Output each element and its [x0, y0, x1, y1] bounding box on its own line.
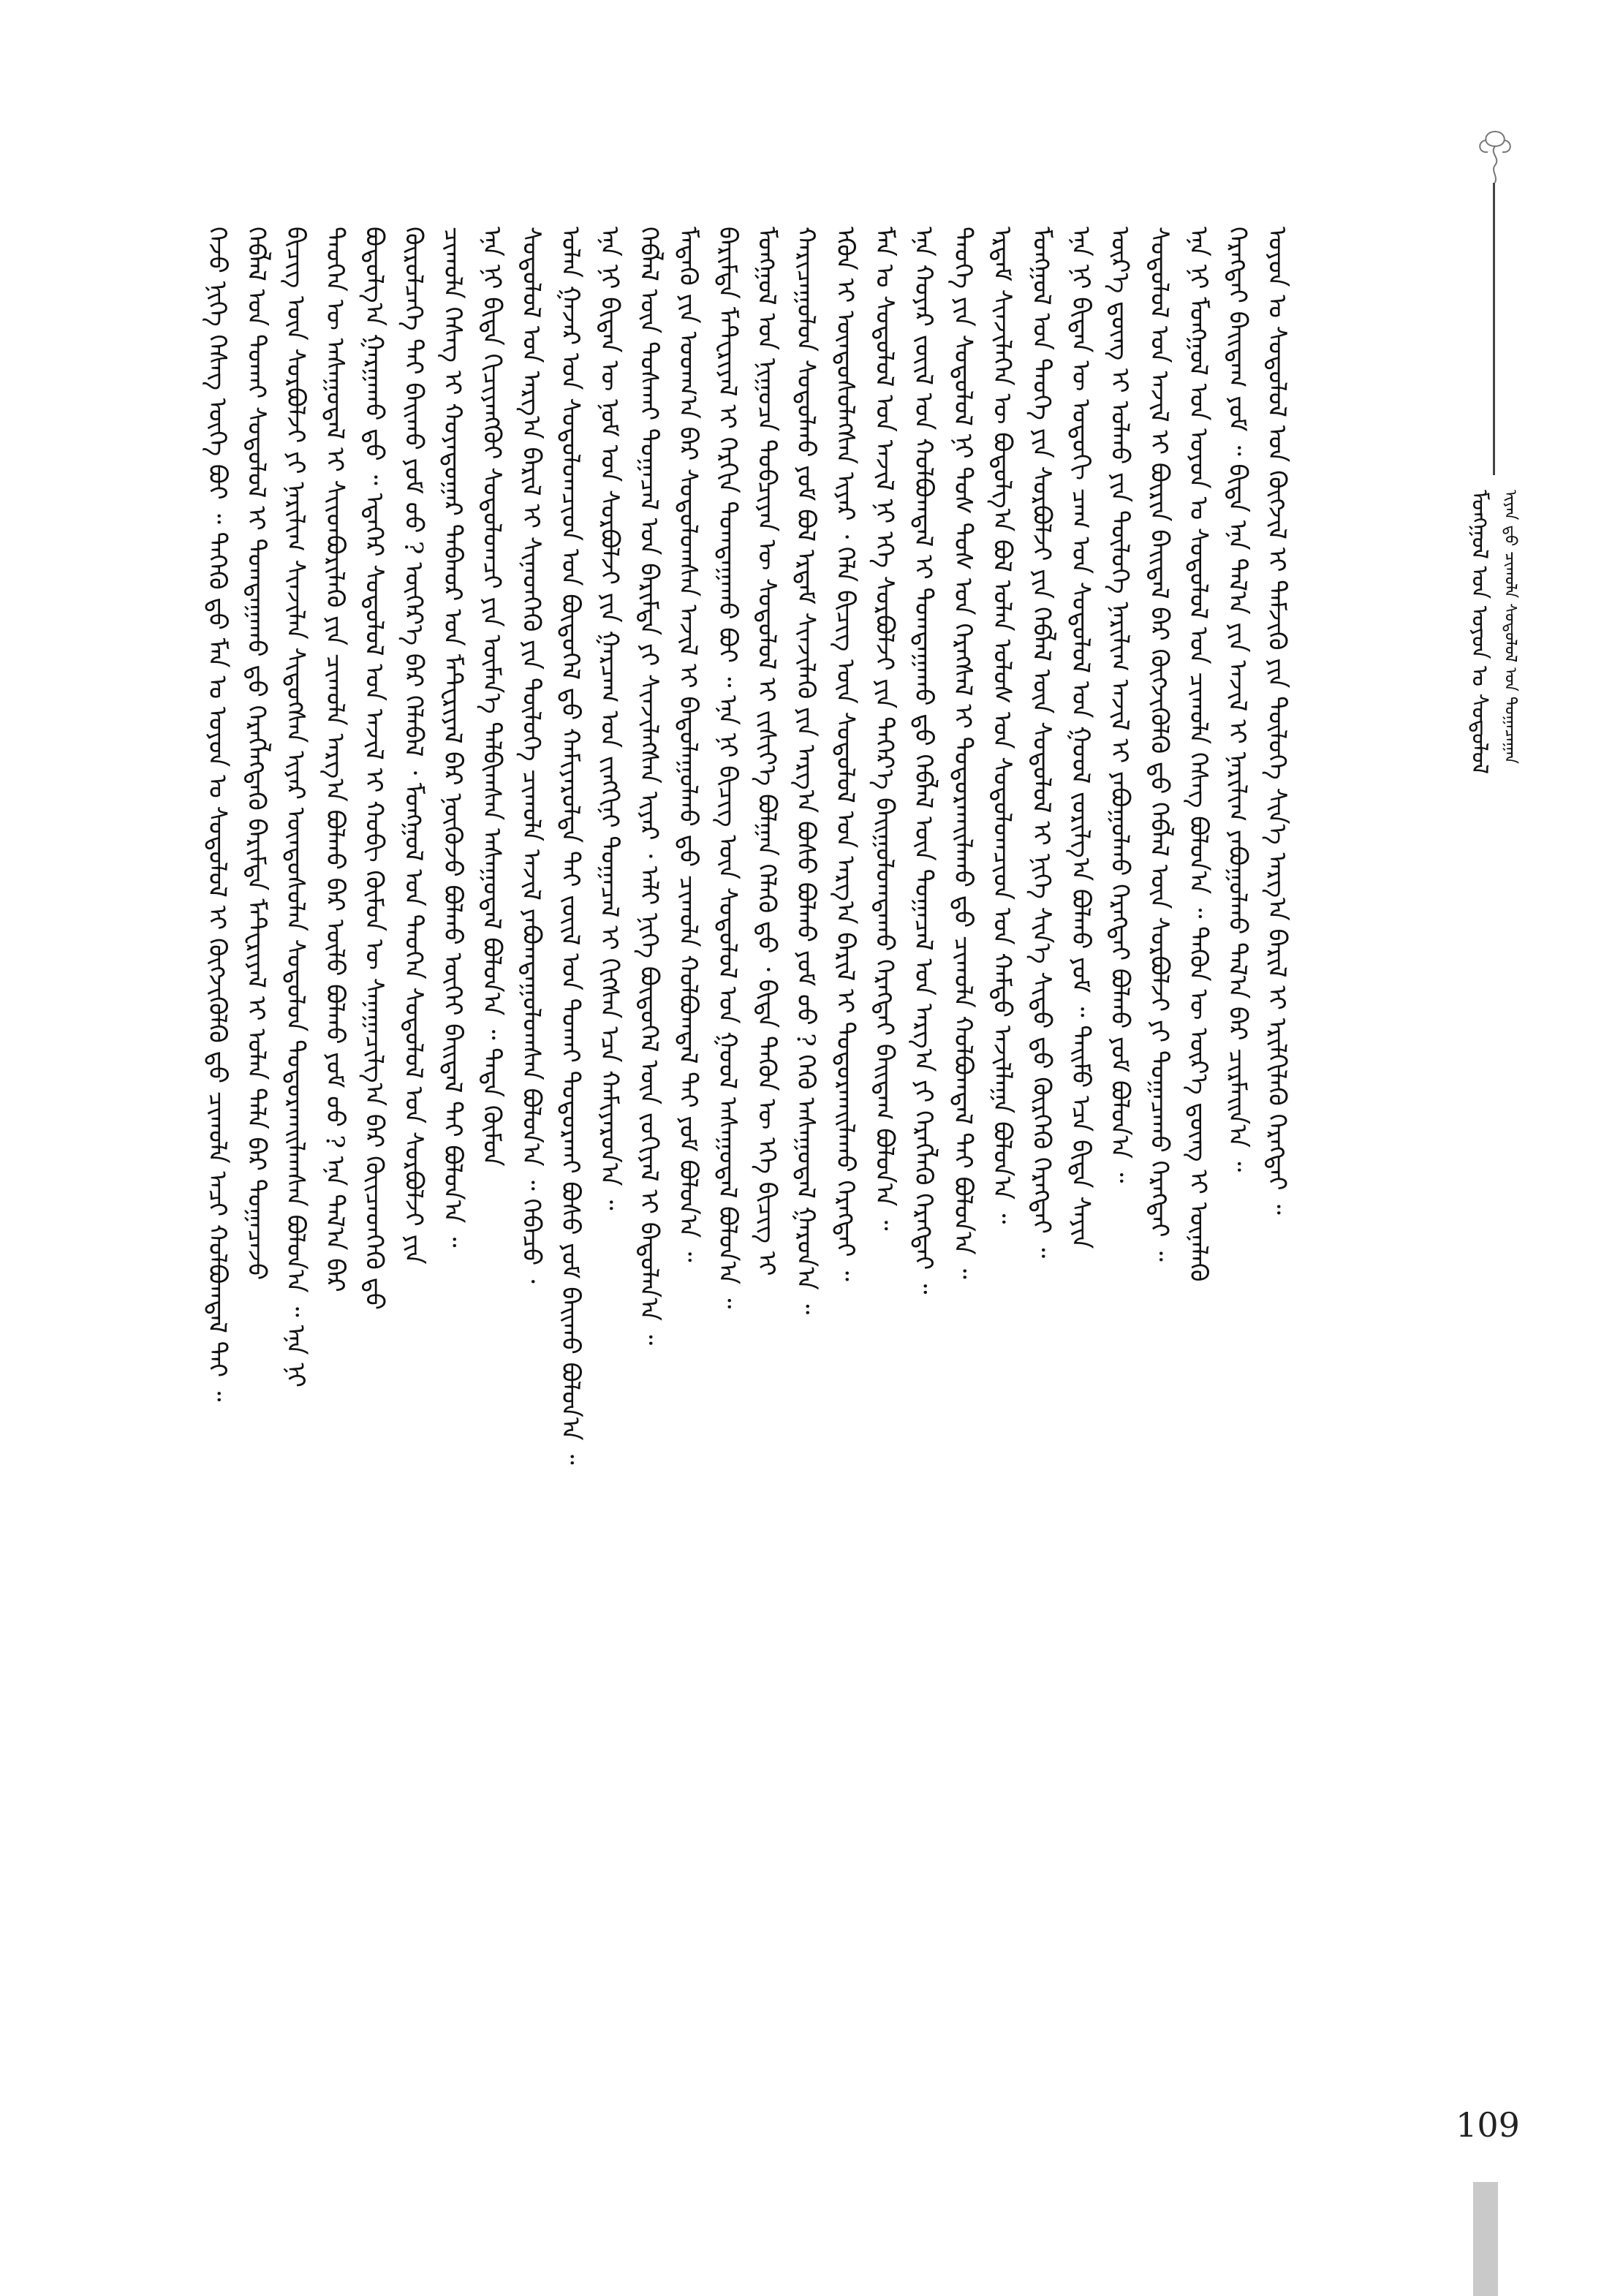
text-column: [825, 227, 865, 2142]
text-column: [943, 227, 983, 2142]
text-column: [1336, 227, 1375, 2142]
text-column: [983, 227, 1022, 2142]
column-text: ᠮᠣᠩᠭᠣᠯ ᠤᠨ ᠨᠢᠭᠤᠴᠠ ᠲᠣᠪᠴᠢᠶᠠᠨ ᠦ ᠰᠤᠳᠤᠯᠤᠯ ᠢ ᠵᠢᠰᠢᠶ᠎ᠡ ᠪᠣᠯᠭᠠᠨ ᠬᠡᠯᠡᠬᠦ ᠳ᠋ᠦ ᠂ ᠪᠢᠳᠡ ᠲᠡᠭᠦᠨ ᠦ ᠡᠬᠡ ᠪᠢᠴᠢᠭ ᠢ: [752, 227, 782, 1276]
text-column: [197, 227, 237, 2142]
text-column: [1061, 227, 1100, 2142]
text-column: [1100, 227, 1140, 2142]
column-text: ᠦᠷ᠎ᠡ ᠳ᠋ᠦᠩ ᠢ ᠣᠯᠬᠤ ᠶᠢᠨ ᠲᠥᠯᠦᠭᠡ ᠨᠠᠷᠢᠯᠢᠭ ᠠᠵᠢᠯ ᠢ ᠶᠠᠪᠤᠭᠤᠯᠬᠤ ᠬᠡᠷᠡᠭᠲᠡᠢ ᠪᠣᠯᠬᠤ ᠶᠤᠮ ᠪᠣᠯᠤᠨ᠎ᠠ ᠃: [1105, 227, 1135, 1183]
text-column: [1021, 227, 1061, 2142]
text-column: [590, 227, 629, 2142]
column-text: ᠪᠢᠴᠢᠭ ᠦᠨ ᠰᠤᠷᠪᠤᠯᠵᠢ ᠶᠢ ᠨᠠᠷᠢᠯᠢᠭ ᠰᠢᠨᠵᠢᠯᠡᠨ ᠰᠢᠳᠦᠭᠰᠡᠨ ᠢᠶᠡᠷ ᠦᠨᠳᠦᠰᠦᠯᠡᠨ ᠰᠤᠳᠤᠯᠤᠨ ᠲᠣᠳᠤᠷᠬᠠᠢᠯᠠᠭᠰᠠᠨ ᠪᠣᠯᠤᠨ᠎ᠠ ᠃ ᠡᠨᠡ ᠨᠢ: [281, 227, 311, 1388]
column-text: ᠡᠷᠳᠡᠮ ᠰᠢᠨᠵᠢᠯᠡᠭᠡᠨ ᠦ ᠪᠣᠳᠣᠯᠭ᠎ᠠ ᠪᠣᠯ ᠣᠯᠠᠨ ᠤᠯᠤᠰ ᠤᠨ ᠰᠤᠳᠤᠯᠤᠭᠴᠢᠳ ᠤᠨ ᠬᠠᠮᠲᠤ ᠠᠵᠢᠯᠯᠠᠭᠠ ᠪᠣᠯᠤᠨ᠎ᠠ ᠃: [987, 227, 1017, 1224]
text-column: [1218, 227, 1257, 2142]
column-text: ᠡᠨᠡ ᠨᠢ ᠪᠢᠳᠡ ᠬᠢᠴᠢᠶᠡᠩᠭᠦᠢ ᠰᠤᠳᠤᠯᠤᠭᠴᠢ ᠶᠢᠨ ᠥᠮᠡᠨ᠎ᠡ ᠲᠠᠯᠪᠢᠭᠰᠠᠨ ᠠᠰᠠᠭᠤᠳᠠᠯ ᠪᠣᠯᠤᠨ᠎ᠠ ᠃ ᠲᠡᠳᠡ ᠬᠥᠮᠦᠨ: [477, 227, 507, 1167]
column-text: ᠡᠨᠡ ᠨᠢ ᠮᠣᠩᠭᠣᠯ ᠤᠨ ᠣᠶᠤᠨ ᠤ ᠰᠤᠳᠤᠯᠤᠯ ᠤᠨ ᠴᠢᠬᠤᠯᠠ ᠬᠡᠰᠡᠭ ᠪᠣᠯᠤᠨ᠎ᠠ ᠃ ᠲᠡᠭᠦᠨ ᠦ ᠦᠷ᠎ᠡ ᠳ᠋ᠦᠩ ᠢ ᠦᠨᠡᠯᠡᠬᠦ: [1184, 227, 1214, 1282]
text-column: [865, 227, 904, 2142]
header-rule: [1493, 183, 1495, 475]
text-column: [237, 227, 276, 2142]
text-column: [786, 227, 825, 2142]
text-column: [276, 227, 315, 2142]
column-text: ᠮᠡᠳᠡᠬᠦ ᠶᠢᠨ ᠤᠳᠬ᠎ᠠ ᠪᠡᠷ ᠰᠤᠳᠤᠯᠤᠭᠰᠠᠨ ᠠᠵᠢᠯ ᠢ ᠪᠠᠲᠤᠯᠠᠭᠤᠯᠬᠤ ᠳ᠋ᠤ ᠴᠢᠬᠤᠯᠠ ᠬᠣᠯᠪᠣᠭᠳᠠᠯ ᠲᠠᠢ ᠶᠤᠮ ᠪᠣᠯᠤᠨ᠎ᠠ ᠃: [673, 227, 703, 1262]
thumb-tab: [1473, 2182, 1498, 2296]
column-text: ᠬᠠᠷᠢᠴᠠᠭᠤᠯᠤᠨ ᠰᠤᠳᠤᠯᠬᠤ ᠶᠤᠮ ᠪᠣᠯ ᠡᠷᠳᠡᠮ ᠰᠢᠨᠵᠢᠯᠡᠬᠦ ᠶᠢᠨ ᠠᠷᠭ᠎ᠠ ᠪᠤᠰᠤ ᠪᠣᠯᠬᠤ ᠶᠤᠮ ᠤᠤ ? ᠭᠡᠬᠦ ᠠᠰᠠᠭᠤᠳᠠᠯ ᠭᠠᠷᠤᠨ᠎ᠠ ᠃: [791, 227, 821, 1315]
text-column: [1296, 227, 1336, 2142]
column-text: ᠬᠡᠪᠯᠡᠯ ᠤᠨ ᠲᠤᠬᠠᠢ ᠰᠤᠳᠤᠯᠤᠯ ᠢ ᠲᠣᠭᠲᠠᠭᠠᠬᠤ ᠳ᠋ᠤ ᠬᠡᠷᠡᠭᠯᠡᠭᠳᠡᠬᠦ ᠪᠠᠷᠢᠮᠲᠠ ᠮᠠᠲᠧᠷᠢᠶᠠᠯ ᠢ ᠣᠯᠠᠨ ᠲᠠᠯᠠ ᠪᠡᠷ ᠲᠣᠭᠠᠴᠠᠵᠤ: [241, 227, 271, 1281]
text-column: [315, 227, 355, 2142]
column-text: ᠮᠠᠨ ᠤ ᠰᠤᠳᠤᠯᠤᠯ ᠤᠨ ᠠᠵᠢᠯ ᠨᠢ ᠡᠬᠡ ᠰᠤᠷᠪᠤᠯᠵᠢ ᠶᠢᠨ ᠳᠡᠭᠡᠷ᠎ᠡ ᠪᠠᠢᠭᠤᠯᠤᠭᠳᠠᠬᠤ ᠬᠡᠷᠡᠭᠲᠡᠢ ᠪᠠᠢᠳᠠᠭ ᠪᠣᠯᠤᠨ᠎ᠠ ᠃: [869, 227, 899, 1231]
column-text: ᠰᠤᠳᠤᠯᠤᠯ ᠤᠨ ᠠᠷᠭ᠎ᠠ ᠪᠠᠷᠢᠯ ᠢ ᠰᠢᠨᠡᠳᠬᠡᠬᠦ ᠶᠢᠨ ᠲᠥᠯᠦᠭᠡ ᠴᠢᠬᠤᠯᠠ ᠠᠵᠢᠯ ᠶᠠᠪᠤᠭᠳᠠᠭᠤᠯᠤᠭᠰᠠᠨ ᠪᠣᠯᠤᠨ᠎ᠠ ᠃ ᠭᠡᠪᠡᠴᠦ ᠂: [516, 227, 546, 1284]
text-column: [355, 227, 394, 2142]
ornament-icon: [1473, 124, 1517, 190]
column-text: ᠲᠡᠦᠬᠡ ᠶᠢᠨ ᠰᠤᠳᠤᠯᠤᠯ ᠨᠢ ᠲᠤᠰ ᠲᠤᠰ ᠤᠨ ᠬᠡᠷᠡᠭᠰᠡᠯ ᠢ ᠲᠣᠳᠤᠷᠬᠠᠢᠯᠠᠬᠤ ᠳ᠋ᠤ ᠴᠢᠬᠤᠯᠠ ᠬᠣᠯᠪᠣᠭᠳᠠᠯ ᠲᠠᠢ ᠪᠣᠯᠤᠨ᠎ᠠ ᠃: [947, 227, 977, 1279]
running-header: [1455, 124, 1535, 1075]
column-text: ᠡᠨᠡ ᠨᠢ ᠪᠢᠳᠡᠨ ᠦ ᠣᠳᠣᠬᠢ ᠴᠠᠭ ᠤᠨ ᠰᠤᠳᠤᠯᠤᠯ ᠤᠨ ᠭᠣᠣᠯ ᠵᠣᠷᠢᠯᠭ᠎ᠠ ᠪᠣᠯᠬᠤ ᠶᠤᠮ ᠃ ᠲᠡᠢᠮᠦ ᠡᠴᠡ ᠪᠢᠳᠡ ᠰᠠᠶᠢᠨ: [1065, 227, 1095, 1249]
column-text: ᠣᠯᠠᠨ ᠭᠠᠵᠠᠷ ᠤᠨ ᠰᠤᠳᠤᠯᠤᠭᠴᠢᠳ ᠤᠨ ᠪᠦᠲᠦᠭᠡᠯ ᠳ᠋ᠦ ᠬᠠᠮᠢᠶᠠᠷᠤᠯᠳᠠ ᠲᠠᠢ ᠵᠦᠢᠯ ᠤᠨ ᠲᠤᠬᠠᠢ ᠲᠣᠳᠤᠷᠬᠠᠢ ᠪᠣᠰᠤ ᠶᠤᠮ ᠪᠠᠢᠬᠤ ᠪᠣᠯᠤᠨ᠎ᠠ ᠃: [556, 227, 586, 1465]
column-text: ᠬᠦᠷᠦᠯᠴᠡᠬᠡ ᠲᠠᠢ ᠪᠠᠢᠬᠤ ᠶᠤᠮ ᠤᠤ ? ᠦᠭᠡᠷ᠎ᠡ ᠪᠡᠷ ᠬᠡᠯᠡᠪᠡᠯ ᠂ ᠮᠣᠩᠭᠣᠯ ᠤᠨ ᠲᠡᠦᠬᠡᠨ ᠰᠤᠳᠤᠯᠤᠯ ᠤᠨ ᠰᠤᠷᠪᠤᠯᠵᠢ ᠶᠢᠨ: [398, 227, 428, 1265]
text-column: [393, 227, 433, 2142]
column-text: ᠰᠤᠳᠤᠯᠤᠯ ᠤᠨ ᠠᠵᠢᠯ ᠢ ᠪᠦᠷᠢᠨ ᠪᠠᠢᠳᠠᠯ ᠪᠠᠷ ᠬᠥᠭᠵᠢᠭᠦᠯᠬᠦ ᠳ᠋ᠦ ᠬᠡᠪᠯᠡᠯ ᠦᠨ ᠰᠤᠷᠪᠤᠯᠵᠢ ᠶᠢ ᠲᠣᠭᠠᠴᠠᠬᠤ ᠬᠡᠷᠡᠭᠲᠡᠢ ᠃: [1144, 227, 1174, 1262]
column-text: ᠪᠣᠳᠣᠯᠭ᠎ᠠ ᠭᠠᠷᠭᠠᠬᠤ ᠳ᠋ᠤ ᠃ ᠡᠳᠡᠭᠡᠷ ᠰᠤᠳᠤᠯᠤᠯ ᠤᠨ ᠠᠵᠢᠯ ᠢ ᠬᠤᠪᠢ ᠬᠦᠮᠦᠨ ᠦ ᠰᠠᠨᠠᠭᠠᠴᠢᠯᠭ᠎ᠠ ᠪᠠᠷ ᠭᠦᠢᠴᠡᠳᠬᠡᠬᠦ ᠳ᠋ᠦ: [359, 227, 389, 1311]
text-column: [1179, 227, 1218, 2142]
column-text: ᠲᠡᠦᠬᠡᠨ ᠦ ᠠᠰᠠᠭᠤᠳᠠᠯ ᠢ ᠰᠢᠢᠳᠪᠦᠷᠢᠯᠡᠬᠦ ᠶᠢᠨ ᠴᠢᠬᠤᠯᠠ ᠠᠷᠭ᠎ᠠ ᠪᠣᠯᠬᠤ ᠪᠠᠷ ᠦᠯᠦ ᠪᠣᠯᠬᠤ ᠶᠤᠮ ᠤᠤ ? ᠡᠨᠡ ᠲᠠᠯ᠎ᠠ ᠪᠡᠷ: [319, 227, 349, 1292]
column-text: ᠬᠡᠷᠡᠭᠲᠡᠢ ᠪᠠᠢᠳᠠᠭ ᠶᠤᠮ ᠃ ᠪᠢᠳᠡ ᠡᠨᠡ ᠲᠠᠯ᠎ᠠ ᠶᠢᠨ ᠠᠵᠢᠯ ᠢ ᠨᠠᠷᠢᠯᠢᠭ ᠶᠠᠪᠤᠭᠤᠯᠬᠤ ᠲᠠᠯ᠎ᠠ ᠪᠠᠷ ᠴᠢᠷᠮᠠᠢᠨ᠎ᠠ ᠃: [1222, 227, 1252, 1172]
text-column: [551, 227, 590, 2142]
text-column: [512, 227, 551, 2142]
text-column: [747, 227, 787, 2142]
column-text: ᠮᠣᠩᠭᠣᠯ ᠤᠨ ᠲᠡᠦᠬᠡ ᠶᠢᠨ ᠰᠤᠷᠪᠤᠯᠵᠢ ᠶᠢᠨ ᠬᠡᠪᠯᠡᠯ ᠦᠨ ᠰᠤᠳᠤᠯᠤᠯ ᠢ ᠨᠢᠭᠡ ᠰᠢᠨ᠎ᠡ ᠰᠢᠲᠦ ᠳ᠋ᠦ ᠬᠦᠷᠭᠡᠬᠦ ᠬᠡᠷᠡᠭᠲᠡᠢ ᠃: [1026, 227, 1056, 1259]
text-column: [904, 227, 943, 2142]
column-text: ᠡᠨᠡ ᠬᠣᠶᠠᠷ ᠵᠦᠢᠯ ᠤᠨ ᠬᠣᠯᠪᠣᠭᠳᠠᠯ ᠢ ᠲᠣᠭᠲᠠᠭᠠᠬᠤ ᠳ᠋ᠤ ᠬᠡᠪᠯᠡᠯ ᠦᠨ ᠲᠣᠭᠠᠴᠠᠯ ᠤᠨ ᠠᠷᠭ᠎ᠠ ᠶᠢ ᠬᠡᠷᠡᠭᠯᠡᠬᠦ ᠬᠡᠷᠡᠭᠲᠡᠢ ᠃: [909, 227, 939, 1295]
column-text: ᠴᠢᠬᠤᠯᠠ ᠬᠡᠰᠡᠭ ᠢ ᠬᠣᠶᠠᠳᠤᠭᠠᠷ ᠳᠠᠪᠬᠤᠷ ᠤᠨ ᠮᠠᠲᠧᠷᠢᠶᠠᠯ ᠪᠡᠷ ᠨᠥᠬᠦᠵᠦ ᠪᠣᠯᠬᠤ ᠦᠭᠡᠢ ᠪᠠᠢᠳᠠᠯ ᠲᠠᠢ ᠪᠣᠯᠤᠨ᠎ᠠ ᠃: [437, 227, 467, 1248]
text-column: [708, 227, 747, 2142]
text-column: [668, 227, 708, 2142]
text-column: [1140, 227, 1179, 2142]
column-text: ᠬᠡᠪᠯᠡᠯ ᠦᠨ ᠲᠤᠰᠬᠠᠢ ᠲᠣᠭᠠᠴᠠᠯ ᠤᠨ ᠪᠠᠷᠢᠮᠲᠠ ᠶᠢ ᠰᠢᠨᠵᠢᠯᠡᠭᠰᠡᠨ ᠢᠶᠡᠷ ᠂ ᠠᠯᠢ ᠨᠢᠭᠡ ᠪᠦᠲᠦᠭᠡᠯ ᠦᠨ ᠵᠣᠬᠢᠶᠠᠯ ᠢ ᠪᠠᠲᠤᠯᠠᠨ᠎ᠠ ᠃: [634, 227, 664, 1346]
column-text: ᠡᠭᠦᠨ ᠢ ᠦᠨᠳᠦᠰᠦᠯᠡᠭᠰᠡᠨ ᠢᠶᠡᠷ ᠂ ᠬᠡᠯᠡ ᠪᠢᠴᠢᠭ ᠦᠨ ᠰᠤᠳᠤᠯᠤᠯ ᠤᠨ ᠠᠷᠭ᠎ᠠ ᠪᠠᠷᠢᠯ ᠢ ᠲᠣᠳᠤᠷᠬᠠᠢᠯᠠᠬᠤ ᠬᠡᠷᠡᠭᠲᠡᠢ ᠃: [830, 227, 860, 1281]
running-title: ᠮᠣᠩᠭᠣᠯ ᠤᠨ ᠣᠶᠤᠨ ᠤ ᠰᠤᠳᠤᠯᠤᠯ: [1467, 490, 1492, 774]
running-subtitle: ᠢᠶᠡᠨ ᠳ᠋ᠦ᠍ ᠴᠢᠬᠤᠯᠠ ᠰᠤᠳᠤᠯᠤᠯ ᠤᠨ ᠲᠣᠭᠠᠴᠠᠭᠠᠨ: [1501, 490, 1519, 765]
text-column: [433, 227, 472, 2142]
column-text: ᠡᠨᠡ ᠨᠢ ᠪᠢᠳᠡᠨ ᠦ ᠨᠣᠮ ᠤᠨ ᠰᠤᠷᠪᠤᠯᠵᠢ ᠶᠢᠨ ᠭᠠᠷᠴᠠᠭ ᠤᠨ ᠵᠢᠩᠬᠢᠨᠢ ᠲᠣᠭᠠᠴᠠᠯ ᠢ ᠬᠢᠭᠰᠡᠨ ᠡᠴᠡ ᠬᠠᠮᠢᠶᠠᠷᠤᠨ᠎ᠠ ᠃: [594, 227, 624, 1210]
body-text: [197, 227, 1396, 2142]
text-column: [1257, 227, 1297, 2142]
page-number: 109: [1456, 2105, 1520, 2145]
column-text: ᠣᠶᠤᠨ ᠤ ᠰᠤᠳᠤᠯᠤᠯ ᠤᠨ ᠬᠥᠭᠵᠢᠯ ᠢ ᠳᠡᠮᠵᠢᠬᠦ ᠶᠢᠨ ᠲᠥᠯᠦᠭᠡ ᠰᠢᠨ᠎ᠡ ᠠᠷᠭ᠎ᠠ ᠪᠠᠷᠢᠯ ᠢ ᠡᠷᠢᠯᠬᠢᠯᠡᠬᠦ ᠬᠡᠷᠡᠭᠲᠡᠢ ᠃: [1262, 227, 1292, 1215]
text-column: [472, 227, 512, 2142]
column-text: ᠪᠠᠷᠢᠮᠲᠠ ᠮᠠᠲᠧᠷᠢᠶᠠᠯ ᠢ ᠬᠡᠷᠬᠢᠨ ᠲᠣᠭᠲᠠᠭᠠᠬᠤ ᠪᠤᠢ ᠃ ᠡᠨᠡ ᠨᠢ ᠪᠢᠴᠢᠭ ᠦᠨ ᠰᠤᠳᠤᠯᠤᠯ ᠤᠨ ᠭᠣᠣᠯ ᠠᠰᠠᠭᠤᠳᠠᠯ ᠪᠣᠯᠤᠨ᠎ᠠ ᠃: [712, 227, 742, 1309]
column-text: ᠭᠡᠵᠦ ᠨᠢᠭᠡ ᠬᠡᠰᠡᠭ ᠦᠭᠡ ᠪᠤᠢ ᠃ ᠲᠡᠭᠡᠬᠦ ᠳ᠋ᠦ ᠮᠠᠨ ᠤ ᠣᠶᠤᠨ ᠤ ᠰᠤᠳᠤᠯᠤᠯ ᠢ ᠬᠥᠭᠵᠢᠭᠦᠯᠬᠦ ᠳ᠋ᠦ ᠴᠢᠬᠤᠯᠠ ᠠᠴᠢ ᠬᠣᠯᠪᠣᠭᠳᠠᠯ ᠲᠠᠢ ᠃: [202, 227, 232, 1402]
text-column: [629, 227, 669, 2142]
